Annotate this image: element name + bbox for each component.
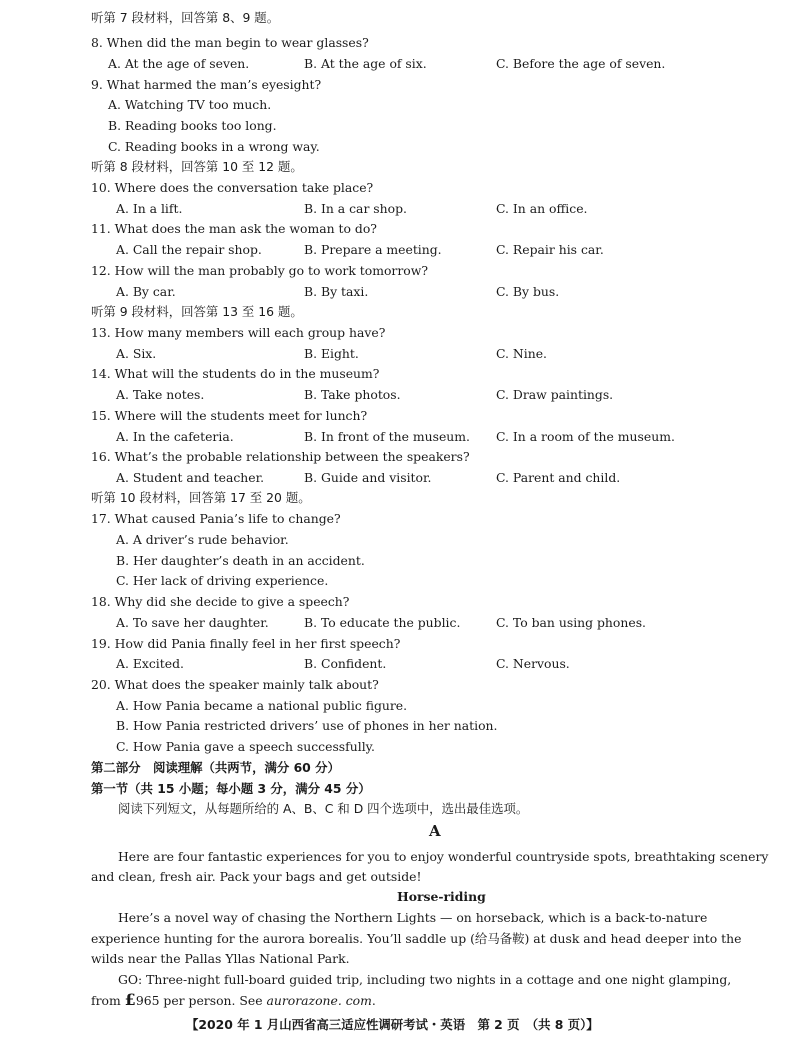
question-17-option-b: B. Her daughter’s death in an accident. <box>116 553 365 568</box>
part-two-title: 第二部分 阅读理解（共两节，满分 60 分） <box>91 760 340 775</box>
question-10-stem: 10. Where does the conversation take place? <box>91 180 374 195</box>
question-13-option-b: B. Eight. <box>304 346 359 361</box>
passage-intro-line-2: and clean, fresh air. Pack your bags and get outside! <box>91 869 422 884</box>
question-14-option-c: C. Draw paintings. <box>496 387 614 402</box>
question-14-stem: 14. What will the students do in the museum? <box>91 366 380 381</box>
question-15-option-c: C. In a room of the museum. <box>496 429 675 444</box>
question-18-option-c: C. To ban using phones. <box>496 615 646 630</box>
question-19-option-b: B. Confident. <box>304 656 387 671</box>
paragraph-1-line-1: Here’s a novel way of chasing the Northern Lights — on horseback, which is a back-to-nature <box>118 910 708 925</box>
question-18-option-a: A. To save her daughter. <box>116 615 269 630</box>
question-8-stem: 8. When did the man begin to wear glasses? <box>91 35 369 50</box>
question-13-option-a: A. Six. <box>116 346 157 361</box>
section-instruction-8: 听第 8 段材料，回答第 10 至 12 题。 <box>91 159 303 174</box>
question-16-option-a: A. Student and teacher. <box>116 470 265 485</box>
question-18-option-b: B. To educate the public. <box>304 615 461 630</box>
question-17-stem: 17. What caused Pania’s life to change? <box>91 511 341 526</box>
question-15-option-a: A. In the cafeteria. <box>116 429 234 444</box>
question-12-stem: 12. How will the man probably go to work tomorrow? <box>91 263 428 278</box>
question-16-option-c: C. Parent and child. <box>496 470 621 485</box>
question-10-option-b: B. In a car shop. <box>304 201 407 216</box>
website-link[interactable]: aurorazone. com <box>266 993 372 1008</box>
price-from-text: from <box>91 993 121 1008</box>
question-15-option-b: B. In front of the museum. <box>304 429 470 444</box>
question-11-stem: 11. What does the man ask the woman to do? <box>91 221 377 236</box>
section-instruction-7: 听第 7 段材料，回答第 8、9 题。 <box>91 10 280 25</box>
sentence-end: . <box>371 993 376 1008</box>
paragraph-2-line-1: GO: Three-night full-board guided trip, including two nights in a cottage and one night glamping, <box>118 972 732 987</box>
question-18-stem: 18. Why did she decide to give a speech? <box>91 594 350 609</box>
question-11-option-b: B. Prepare a meeting. <box>304 242 442 257</box>
question-14-option-a: A. Take notes. <box>116 387 205 402</box>
question-9-option-a: A. Watching TV too much. <box>108 97 272 112</box>
question-15-stem: 15. Where will the students meet for lunch? <box>91 408 368 423</box>
passage-subtitle: Horse-riding <box>397 889 486 904</box>
question-11-option-c: C. Repair his car. <box>496 242 604 257</box>
question-14-option-b: B. Take photos. <box>304 387 401 402</box>
paragraph-1-line-3: wilds near the Pallas Yllas National Park. <box>91 951 350 966</box>
question-12-option-c: C. By bus. <box>496 284 560 299</box>
question-19-stem: 19. How did Pania finally feel in her first speech? <box>91 636 401 651</box>
question-19-option-c: C. Nervous. <box>496 656 570 671</box>
question-20-option-b: B. How Pania restricted drivers’ use of phones in her nation. <box>116 718 498 733</box>
question-20-stem: 20. What does the speaker mainly talk about? <box>91 677 379 692</box>
question-19-option-a: A. Excited. <box>116 656 184 671</box>
reading-instruction: 阅读下列短文，从每题所给的 A、B、C 和 D 四个选项中，选出最佳选项。 <box>118 801 529 816</box>
section-instruction-9: 听第 9 段材料，回答第 13 至 16 题。 <box>91 304 303 319</box>
question-16-option-b: B. Guide and visitor. <box>304 470 432 485</box>
passage-intro-line-1: Here are four fantastic experiences for you to enjoy wonderful countryside spots, breathtaking scenery <box>118 849 769 864</box>
question-8-option-b: B. At the age of six. <box>304 56 427 71</box>
question-20-option-c: C. How Pania gave a speech successfully. <box>116 739 375 754</box>
question-10-option-c: C. In an office. <box>496 201 588 216</box>
question-9-option-b: B. Reading books too long. <box>108 118 277 133</box>
question-12-option-a: A. By car. <box>116 284 176 299</box>
question-20-option-a: A. How Pania became a national public figure. <box>116 698 408 713</box>
page-footer: 【2020 年 1 月山西省高三适应性调研考试・英语 第 2 页 （共 8 页）】 <box>186 1017 599 1032</box>
question-8-option-c: C. Before the age of seven. <box>496 56 666 71</box>
passage-letter: A <box>429 822 441 840</box>
question-9-option-c: C. Reading books in a wrong way. <box>108 139 320 154</box>
question-8-option-a: A. At the age of seven. <box>108 56 250 71</box>
pound-sign: £ <box>124 990 136 1009</box>
question-16-stem: 16. What’s the probable relationship between the speakers? <box>91 449 470 464</box>
question-17-option-c: C. Her lack of driving experience. <box>116 573 329 588</box>
question-9-stem: 9. What harmed the man’s eyesight? <box>91 77 322 92</box>
question-11-option-a: A. Call the repair shop. <box>116 242 262 257</box>
price-text: 965 per person. See <box>135 993 263 1008</box>
section-one-title: 第一节（共 15 小题；每小题 3 分，满分 45 分） <box>91 781 371 796</box>
question-13-option-c: C. Nine. <box>496 346 547 361</box>
question-12-option-b: B. By taxi. <box>304 284 369 299</box>
question-10-option-a: A. In a lift. <box>116 201 183 216</box>
paragraph-2-line-2 <box>91 992 376 1009</box>
question-17-option-a: A. A driver’s rude behavior. <box>116 532 289 547</box>
section-instruction-10: 听第 10 段材料，回答第 17 至 20 题。 <box>91 490 311 505</box>
question-13-stem: 13. How many members will each group have? <box>91 325 386 340</box>
paragraph-1-line-2: experience hunting for the aurora borealis. You’ll saddle up (给马备鞍) at dusk and head deeper into the <box>91 931 742 946</box>
